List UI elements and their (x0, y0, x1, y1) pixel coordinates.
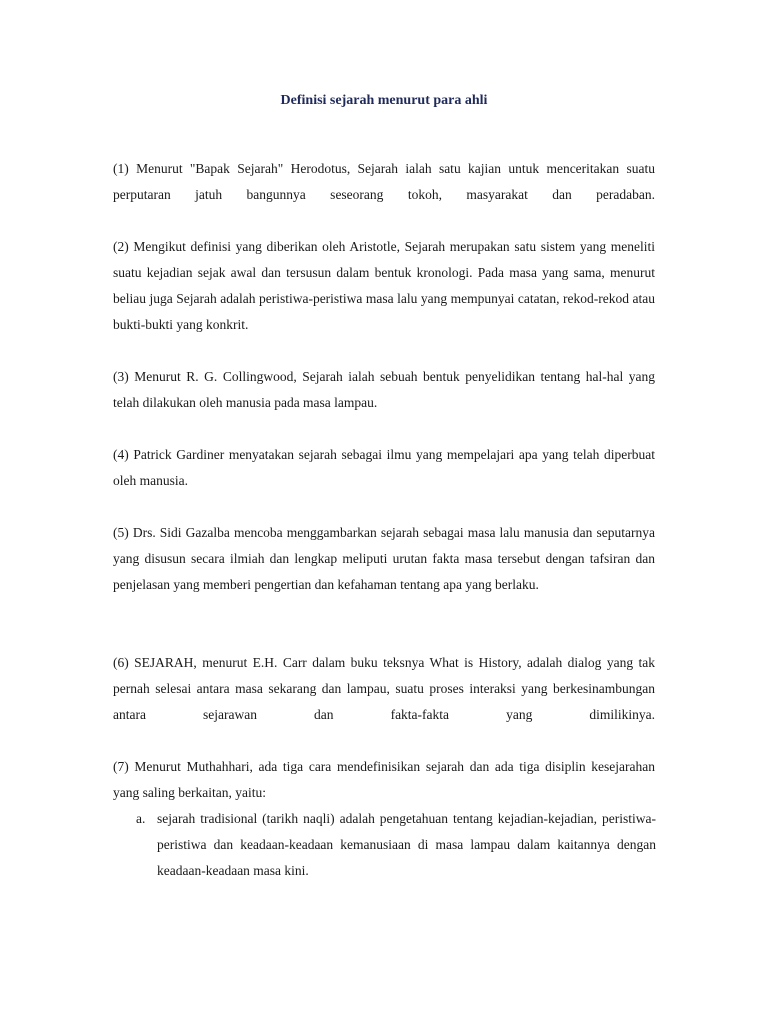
definition-list (136, 806, 656, 884)
list-item-text: sejarah tradisional (tarikh naqli) adalah pengetahuan tentang kejadian-kejadian, peristiwa-peristiwa dan keadaan-keadaan kemanusiaan di masa lampau dalam kaitannya dengan keadaan-keadaan masa kini. (157, 811, 656, 878)
list-marker: a. (136, 811, 146, 826)
paragraph-7: (7) Menurut Muthahhari, ada tiga cara mendefinisikan sejarah dan ada tiga disiplin kesejarahan yang saling berkaitan, yaitu: (113, 759, 655, 800)
paragraph-2: (2) Mengikut definisi yang diberikan oleh Aristotle, Sejarah merupakan satu sistem yang meneliti suatu kejadian sejak awal dan tersusun dalam bentuk kronologi. Pada masa yang sama, menurut beliau juga Sejarah adalah peristiwa-peristiwa masa lalu yang mempunyai catatan, rekod-rekod atau bukti-bukti yang konkrit. (113, 239, 655, 332)
list-item (136, 806, 656, 884)
paragraph-1: (1) Menurut "Bapak Sejarah" Herodotus, Sejarah ialah satu kajian untuk menceritakan suatu perputaran jatuh bangunnya seseorang tokoh, masyarakat dan peradaban. (113, 161, 655, 202)
paragraph-5: (5) Drs. Sidi Gazalba mencoba menggambarkan sejarah sebagai masa lalu manusia dan seputarnya yang disusun secara ilmiah dan lengkap meliputi urutan fakta masa tersebut dengan tafsiran dan penjelasan yang memberi pengertian dan kefahaman tentang apa yang berlaku. (113, 525, 655, 592)
document-title: Definisi sejarah menurut para ahli (280, 93, 488, 108)
paragraph-3: (3) Menurut R. G. Collingwood, Sejarah ialah sebuah bentuk penyelidikan tentang hal-hal yang telah dilakukan oleh manusia pada masa lampau. (113, 369, 655, 410)
paragraph-6: (6) SEJARAH, menurut E.H. Carr dalam buku teksnya What is History, adalah dialog yang tak pernah selesai antara masa sekarang dan lampau, suatu proses interaksi yang berkesinambungan antara sejarawan dan fakta-fakta yang dimilikinya. (113, 655, 655, 722)
paragraph-4: (4) Patrick Gardiner menyatakan sejarah sebagai ilmu yang mempelajari apa yang telah diperbuat oleh manusia. (113, 447, 655, 488)
